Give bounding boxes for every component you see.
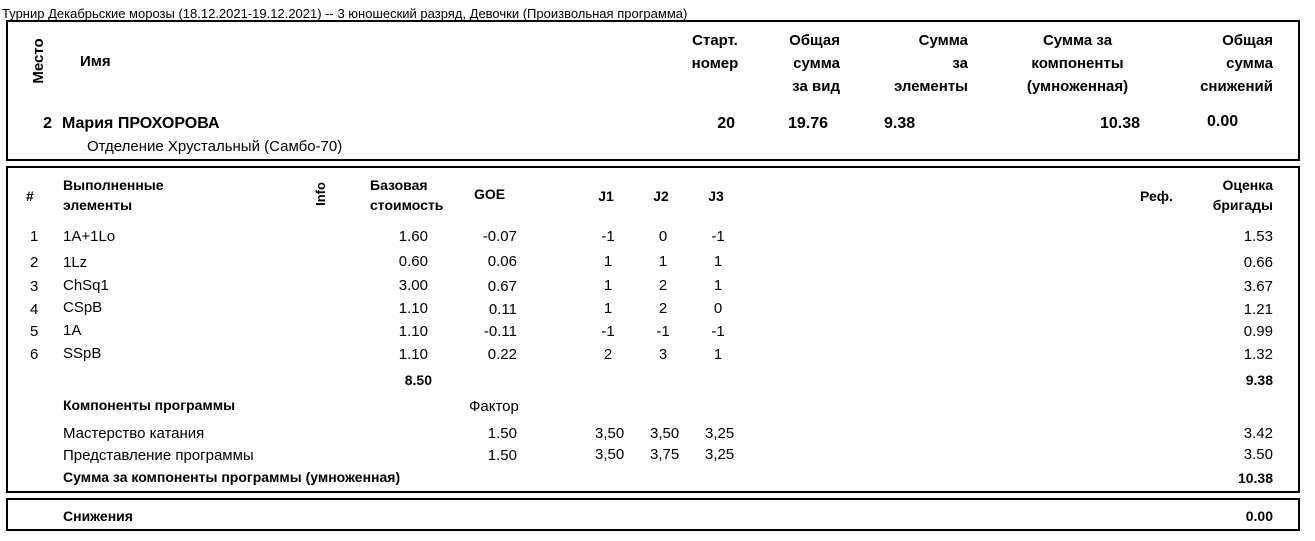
name-header: Имя: [80, 53, 111, 70]
row-num: 1: [30, 228, 39, 245]
row-panel: 1.32: [1243, 346, 1273, 363]
row-j1: -1: [601, 323, 615, 340]
skater-club: Отделение Хрустальный (Самбо-70): [87, 138, 343, 155]
page-title: Турнир Декабрьские морозы (18.12.2021-19.12.2021) -- 3 юношеский разряд, Девочки (Произвольная программа): [2, 6, 688, 21]
skater-deductions-sum: 0.00: [1207, 113, 1239, 130]
row-panel: 0.66: [1243, 254, 1273, 271]
total-score-header: Общая сумма за вид: [789, 32, 840, 95]
row-j2: -1: [656, 323, 670, 340]
row-num: 6: [30, 346, 39, 363]
row-j1: 1: [603, 277, 613, 294]
row-panel: 0.99: [1243, 323, 1273, 340]
col-j3-header: J3: [708, 188, 724, 204]
col-j1-header: J1: [598, 188, 614, 204]
row-element: 1A: [63, 322, 82, 339]
row-j3: 1: [713, 253, 723, 270]
component-factor: 1.50: [487, 447, 517, 464]
component-name: Представление программы: [63, 447, 254, 464]
components-total: 10.38: [1237, 470, 1273, 486]
row-base: 3.00: [398, 277, 428, 294]
row-goe: -0.07: [482, 228, 517, 245]
row-num: 2: [30, 254, 39, 271]
col-info-header: Info: [313, 182, 328, 206]
row-base: 1.10: [398, 346, 428, 363]
component-j1: 3,50: [595, 446, 625, 463]
row-j2: 0: [658, 228, 668, 245]
row-j2: 3: [658, 346, 668, 363]
row-goe: 0.22: [487, 346, 517, 363]
factor-label: Фактор: [469, 398, 519, 415]
skater-name: Мария ПРОХОРОВА: [62, 115, 220, 132]
start-number-header: Старт. номер: [691, 32, 739, 72]
row-j3: 0: [713, 300, 723, 317]
skater-place: 2: [43, 115, 52, 132]
deductions-value: 0.00: [1245, 508, 1273, 524]
row-goe: 0.67: [487, 278, 517, 295]
col-panel-header: Оценка бригады: [1212, 177, 1273, 213]
panel-total: 9.38: [1245, 372, 1273, 388]
deductions-label: Снижения: [63, 508, 133, 524]
col-num-header: #: [26, 188, 34, 204]
row-num: 5: [30, 323, 39, 340]
elements-sum-header: Сумма за элементы: [893, 32, 968, 95]
row-panel: 1.21: [1243, 301, 1273, 318]
row-panel: 3.67: [1243, 278, 1273, 295]
row-element: SSpB: [63, 345, 102, 362]
row-j1: -1: [601, 228, 615, 245]
row-num: 4: [30, 301, 39, 318]
row-base: 0.60: [398, 253, 428, 270]
component-factor: 1.50: [487, 425, 517, 442]
skater-start-number: 20: [717, 115, 735, 132]
row-element: 1Lz: [63, 254, 88, 271]
row-num: 3: [30, 278, 39, 295]
row-j3: -1: [711, 323, 725, 340]
row-goe: 0.11: [488, 301, 517, 318]
row-j2: 2: [658, 277, 668, 294]
components-title: Компоненты программы: [63, 397, 236, 413]
components-total-label: Сумма за компоненты программы (умноженная): [63, 469, 401, 485]
row-j1: 1: [603, 300, 613, 317]
row-base: 1.10: [398, 323, 428, 340]
skater-elements-sum: 9.38: [884, 115, 916, 132]
row-j3: 1: [713, 277, 723, 294]
row-panel: 1.53: [1243, 228, 1273, 245]
row-goe: -0.11: [483, 323, 517, 340]
row-j1: 2: [603, 346, 613, 363]
col-element-header: Выполненные элементы: [63, 177, 164, 213]
row-element: 1A+1Lo: [63, 228, 116, 245]
skater-components-sum: 10.38: [1099, 115, 1140, 132]
component-j3: 3,25: [705, 425, 735, 442]
row-j3: 1: [713, 346, 723, 363]
row-element: CSpB: [63, 299, 103, 316]
skater-total-score: 19.76: [787, 115, 828, 132]
row-goe: 0.06: [487, 253, 517, 270]
component-j2: 3,50: [650, 425, 680, 442]
col-j2-header: J2: [653, 188, 669, 204]
component-name: Мастерство катания: [63, 425, 205, 442]
component-j1: 3,50: [595, 425, 625, 442]
place-header: Место: [30, 38, 47, 84]
row-base: 1.10: [398, 300, 428, 317]
row-j3: -1: [711, 228, 725, 245]
col-ref-header: Реф.: [1140, 188, 1173, 204]
component-j2: 3,75: [650, 446, 680, 463]
component-score: 3.50: [1243, 446, 1273, 463]
row-j1: 1: [603, 253, 613, 270]
components-sum-header: Сумма за компоненты (умноженная): [1026, 32, 1129, 95]
row-base: 1.60: [398, 228, 428, 245]
base-total: 8.50: [404, 372, 432, 388]
deductions-box: [6, 498, 1300, 531]
col-goe-header: GOE: [474, 186, 506, 202]
row-j2: 2: [658, 300, 668, 317]
col-base-header: Базовая стоимость: [370, 177, 444, 213]
deductions-sum-header: Общая сумма снижений: [1200, 32, 1273, 95]
component-score: 3.42: [1243, 425, 1273, 442]
component-j3: 3,25: [705, 446, 735, 463]
row-element: ChSq1: [63, 277, 109, 294]
row-j2: 1: [658, 253, 668, 270]
